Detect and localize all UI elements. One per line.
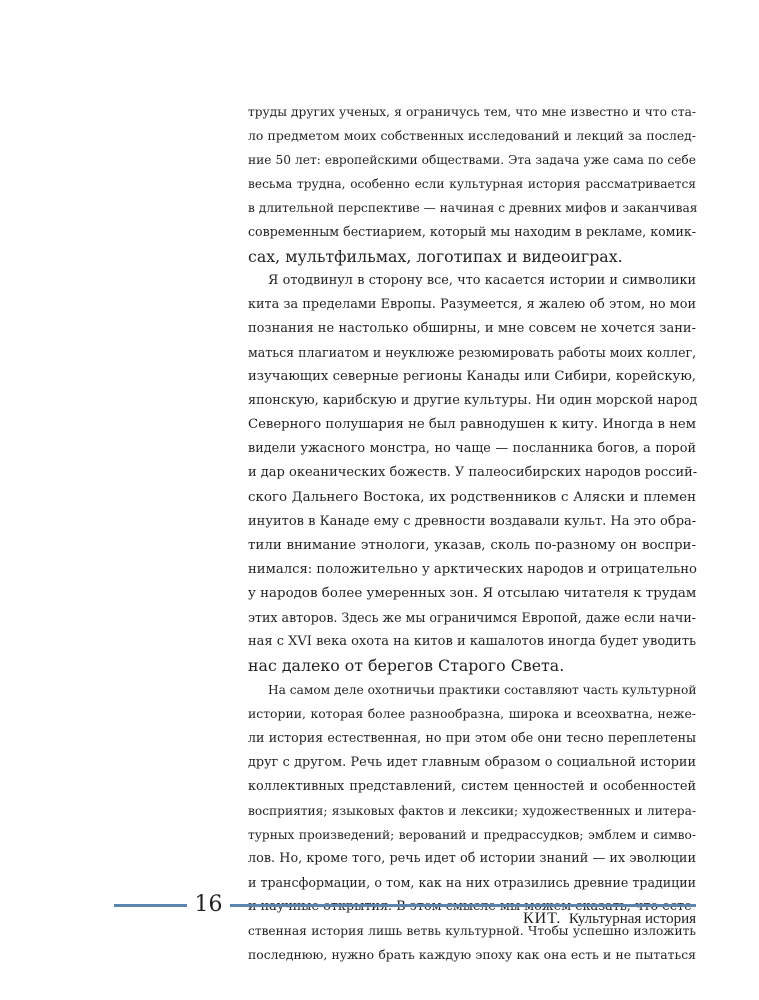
text-line: изучающих северные регионы Канады или Сибири, корейскую, xyxy=(248,369,696,385)
text-line: этих авторов. Здесь же мы ограничимся Европой, даже если начи- xyxy=(248,609,696,625)
text-line: труды других ученых, я ограничусь тем, что мне известно и что ста- xyxy=(248,105,696,119)
text-line: у народов более умеренных зон. Я отсылаю читателя к трудам xyxy=(248,585,697,601)
text-line: ственная история лишь ветвь культурной. Чтобы успешно изложить xyxy=(248,924,696,939)
text-line: и дар океанических божеств. У палеосибирских народов россий- xyxy=(248,465,698,481)
footer-rule-right xyxy=(230,904,696,907)
text-line: друг с другом. Речь идет главным образом о социальной истории xyxy=(248,754,696,770)
running-title xyxy=(523,908,696,930)
text-line: тили внимание этнологи, указав, сколь по-разному он воспри- xyxy=(248,537,696,553)
text-line: японскую, карибскую и другие культуры. Ни один морской народ xyxy=(248,393,698,409)
text-line: лов. Но, кроме того, речь идет об истории знаний — их эволюции xyxy=(248,850,696,866)
footer-rule-left xyxy=(114,904,187,907)
text-line: в длительной перспективе — начиная с древних мифов и заканчивая xyxy=(248,201,698,216)
text-line: Северного полушария не был равнодушен к киту. Иногда в нем xyxy=(248,417,696,433)
text-line: весьма трудна, особенно если культурная история рассматривается xyxy=(248,177,696,192)
text-line: ние 50 лет: европейскими обществами. Эта задача уже сама по себе xyxy=(248,153,696,168)
text-line: маться плагиатом и неуклюже резюмировать работы моих коллег, xyxy=(248,344,697,360)
text-line: Я отодвинул в сторону все, что касается истории и символики xyxy=(268,272,696,288)
text-line: и трансформации, о том, как на них отразились древние традиции xyxy=(248,875,696,890)
text-line: современным бестиарием, который мы находим в рекламе, комик- xyxy=(248,224,696,240)
text-line: На самом деле охотничьи практики составляют часть культурной xyxy=(268,683,697,698)
text-line: инуитов в Канаде ему с древности воздавали культ. На это обра- xyxy=(248,513,697,529)
text-line: ло предметом моих собственных исследований и лекций за послед- xyxy=(248,128,696,144)
page-number: 16 xyxy=(194,892,223,917)
text-line: турных произведений; верований и предрассудков; эмблем и симво- xyxy=(248,827,696,842)
text-line: нас далеко от берегов Старого Света. xyxy=(248,656,565,676)
text-line: нимался: положительно у арктических народов и отрицательно xyxy=(248,561,697,577)
text-line: кита за пределами Европы. Разумеется, я жалею об этом, но мои xyxy=(248,296,696,312)
text-line: коллективных представлений, систем ценностей и особенностей xyxy=(248,778,696,794)
text-line: сах, мультфильмах, логотипах и видеоиграх. xyxy=(248,246,623,266)
text-line: ли история естественная, но при этом обе они тесно переплетены xyxy=(248,730,696,746)
text-line: последнюю, нужно брать каждую эпоху как она есть и не пытаться xyxy=(248,947,696,963)
text-line: восприятия; языковых фактов и лексики; художественных и литера- xyxy=(248,803,696,818)
body-text xyxy=(248,100,696,967)
text-line: ского Дальнего Востока, их родственников с Аляски и племен xyxy=(248,489,696,505)
text-line: познания не настолько обширны, и мне совсем не хочется зани- xyxy=(248,320,696,336)
text-line: видели ужасного монстра, но чаще — посланника богов, а порой xyxy=(248,441,696,457)
text-line: истории, которая более разнообразна, широка и всеохватна, неже- xyxy=(248,706,696,722)
running-title-book: КИТ. xyxy=(522,910,562,927)
text-line: ная с XVI века охота на китов и кашалотов иногда будет уводить xyxy=(248,634,697,650)
running-title-subtitle: Культурная история xyxy=(568,911,696,927)
